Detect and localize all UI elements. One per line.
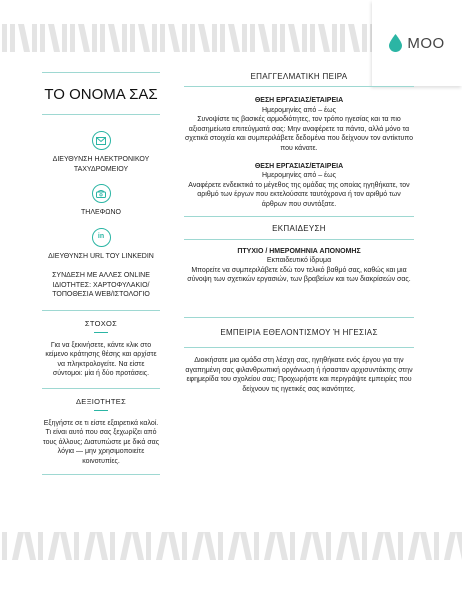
email-label: ΔΙΕΥΘΥΝΣΗ ΗΛΕΚΤΡΟΝΙΚΟΥ ΤΑΧΥΔΡΟΜΕΙΟΥ: [52, 156, 150, 173]
education-description: Μπορείτε να συμπεριλάβετε εδώ τον τελικό βαθμό σας, καθώς και μια σύνοψη των σχετικών εργασιών, των βραβείων και των διακρίσεών σας.: [187, 266, 411, 284]
left-column: [42, 72, 160, 475]
job-entry: [184, 162, 414, 210]
job-title: ΘΕΣΗ ΕΡΓΑΣΙΑΣ/ΕΤΑΙΡΕΙΑ: [254, 162, 344, 170]
job-entry: [184, 96, 414, 154]
phone-label: ΤΗΛΕΦΩΝΟ: [81, 209, 121, 216]
contact-linkedin: [42, 228, 160, 262]
job-dates: Ημερομηνίες από – έως: [261, 106, 337, 114]
skills-title: ΔΕΞΙΟΤΗΤΕΣ: [75, 396, 127, 406]
online-properties-label: ΣΥΝΔΕΣΗ ΜΕ ΑΛΛΕΣ ONLINE ΙΔΙΟΤΗΤΕΣ: ΧΑΡΤΟΦΥΛΑΚΙΟ/ΤΟΠΟΘΕΣΙΑ WEB/ΙΣΤΟΛΟΓΙΟ: [52, 272, 150, 298]
contact-phone: [42, 184, 160, 218]
job-description: Συνοψίστε τις βασικές αρμοδιότητες, τον τρόπο ηγεσίας και τα πιο αξιοσημείωτα επιτεύγματά σας: Μην αναφέρετε τα πάντα, αλλά μόνο τα σχετικά στοιχεία και συμπεριλάβετε δεδομένα που δείχνουν τον αντίκτυπο που κάνατε.: [184, 116, 414, 152]
objective-title: ΣΤΟΧΟΣ: [84, 318, 118, 328]
top-pattern-band: [0, 24, 372, 52]
right-column: [184, 72, 414, 394]
education-title: ΕΚΠΑΙΔΕΥΣΗ: [272, 223, 326, 233]
title-underline: [94, 332, 108, 333]
school-name: Εκπαιδευτικό ίδρυμα: [266, 257, 332, 265]
volunteer-title: ΕΜΠΕΙΡΙΑ ΕΘΕΛΟΝΤΙΣΜΟΥ Ή ΗΓΕΣΙΑΣ: [220, 327, 378, 337]
envelope-icon: [92, 131, 111, 150]
degree-title: ΠΤΥΧΙΟ / ΗΜΕΡΟΜΗΝΙΑ ΑΠΟΝΟΜΗΣ: [237, 247, 361, 255]
linkedin-icon: in: [92, 228, 111, 247]
job-dates: Ημερομηνίες από – έως: [261, 172, 337, 180]
candidate-name: ΤΟ ΟΝΟΜΑ ΣΑΣ: [44, 86, 158, 103]
job-title: ΘΕΣΗ ΕΡΓΑΣΙΑΣ/ΕΤΑΙΡΕΙΑ: [254, 97, 344, 104]
education-entry: [184, 247, 414, 285]
logo-text: MOO: [407, 34, 445, 52]
phone-icon: [92, 184, 111, 203]
objective-text: Για να ξεκινήσετε, κάντε κλικ στο κείμενο κράτησης θέσης και αρχίστε να πληκτρολογείτε. Να είστε σύντομοι: μία ή δύο προτάσεις.: [45, 341, 157, 377]
drop-icon: [389, 34, 402, 52]
contact-email: [42, 131, 160, 174]
volunteer-description: Διοικήσατε μια ομάδα στη λέσχη σας, ηγηθήκατε ενός έργου για την αγαπημένη σας φιλανθρωπική οργάνωση ή ήσασταν αρχισυντάκτης στην εφημερίδα του σχολείου σας; Προχωρήστε και περιγράψτε εμπειρίες που δείχνουν τις ηγετικές σας ικανότητες.: [185, 356, 413, 393]
title-underline: [94, 410, 108, 411]
job-description: Αναφέρετε ενδεικτικά το μέγεθος της ομάδας της οποίας ηγηθήκατε, τον αριθμό των έργων που εκτελούσατε ταυτόχρονα ή τον αριθμό των άρθρων που συντάξατε.: [188, 181, 410, 208]
divider: [42, 474, 160, 475]
experience-title: ΕΠΑΓΓΕΛΜΑΤΙΚΗ ΠΕΙΡΑ: [250, 72, 348, 81]
bottom-pattern-band: [0, 532, 462, 560]
skills-text: Εξηγήστε σε τι είστε εξαιρετικά καλοί. Τι είναι αυτό που σας ξεχωρίζει από τους άλλους; Διατυπώστε με δικά σας λόγια — μην χρησιμοποιείτε κοινοτυπίες.: [42, 419, 160, 465]
linkedin-label: ΔΙΕΥΘΥΝΣΗ URL ΤΟΥ LINKEDIN: [48, 252, 154, 260]
